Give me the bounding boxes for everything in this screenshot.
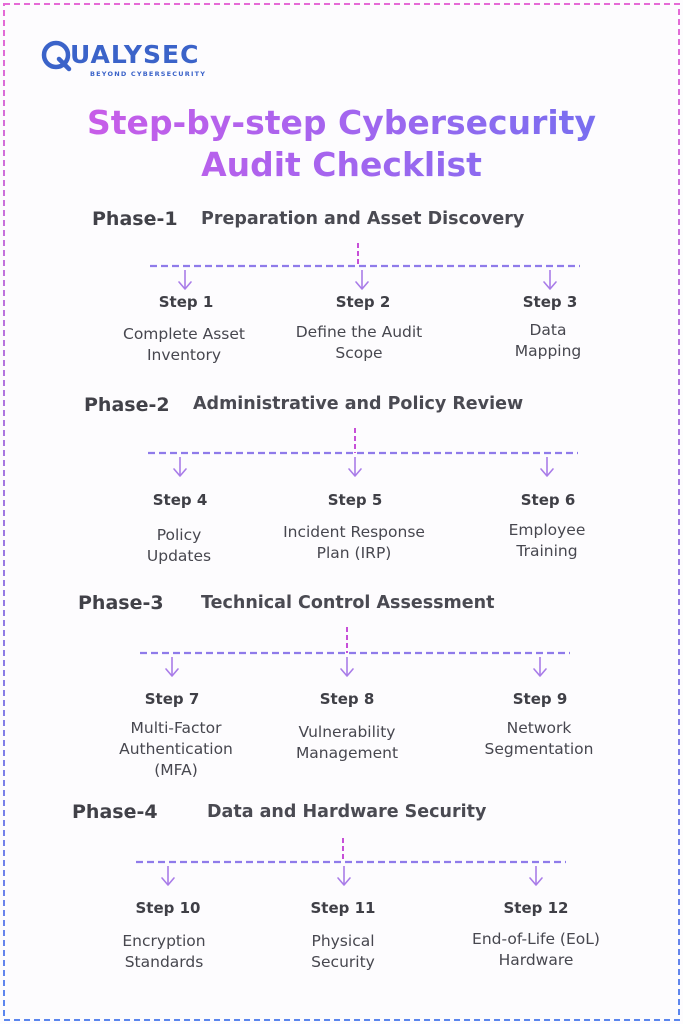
phase-3-title: Technical Control Assessment	[201, 593, 495, 613]
step-6-description: Employee Training	[508, 521, 586, 560]
logo-tagline: BEYOND CYBERSECURITY	[90, 70, 207, 78]
step-5-label: Step 5	[327, 491, 383, 509]
step-4-label: Step 4	[152, 491, 208, 509]
step-12-description: End-of-Life (EoL) Hardware	[472, 930, 600, 969]
phase-3-label: Phase-3	[78, 592, 164, 614]
logo-wordmark: UALYSEC	[70, 40, 200, 69]
step-3-label: Step 3	[522, 293, 578, 311]
step-3-description: Data Mapping	[514, 321, 582, 360]
step-11-label: Step 11	[310, 899, 376, 917]
step-1-description: Complete Asset Inventory	[123, 325, 245, 364]
phase-1-label: Phase-1	[92, 208, 178, 230]
phase-2-title: Administrative and Policy Review	[193, 394, 524, 414]
step-1-label: Step 1	[158, 293, 214, 311]
phase-4-title: Data and Hardware Security	[207, 802, 487, 822]
step-9-description: Network Segmentation	[484, 719, 594, 758]
step-11-description: Physical Security	[311, 932, 375, 971]
step-7-description: Multi-Factor Authentication (MFA)	[119, 719, 233, 779]
step-2-description: Define the Audit Scope	[295, 323, 423, 362]
step-12-label: Step 12	[503, 899, 569, 917]
step-6-label: Step 6	[520, 491, 576, 509]
step-8-label: Step 8	[319, 690, 375, 708]
step-9-label: Step 9	[512, 690, 568, 708]
page-title-line-1: Step-by-step Cybersecurity	[0, 102, 683, 144]
step-8-description: Vulnerability Management	[295, 723, 399, 762]
step-10-label: Step 10	[135, 899, 201, 917]
phase-4-label: Phase-4	[72, 801, 158, 823]
phase-1-title: Preparation and Asset Discovery	[201, 209, 525, 229]
page-title-line-2: Audit Checklist	[0, 144, 683, 186]
step-7-label: Step 7	[144, 690, 200, 708]
step-2-label: Step 2	[335, 293, 391, 311]
step-5-description: Incident Response Plan (IRP)	[283, 523, 425, 562]
step-10-description: Encryption Standards	[122, 932, 206, 971]
step-4-description: Policy Updates	[146, 526, 212, 565]
phase-2-label: Phase-2	[84, 394, 170, 416]
